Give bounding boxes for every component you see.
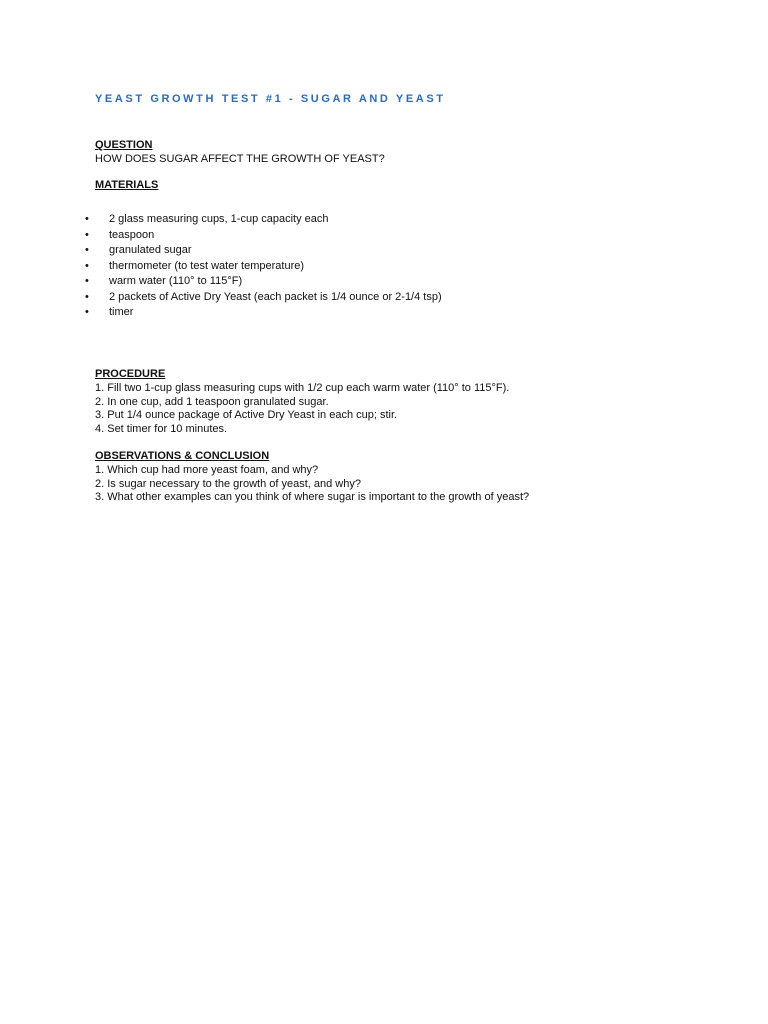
material-item-text: granulated sugar xyxy=(109,244,192,256)
document-title: YEAST GROWTH TEST #1 - SUGAR AND YEAST xyxy=(95,93,446,105)
procedure-step: 4. Set timer for 10 minutes. xyxy=(95,423,228,436)
observations-heading: OBSERVATIONS & CONCLUSION xyxy=(95,450,270,462)
procedure-step: 2. In one cup, add 1 teaspoon granulated sugar. xyxy=(95,395,329,408)
material-item-text: teaspoon xyxy=(109,228,155,241)
observations-list xyxy=(95,464,529,505)
material-item-text: 2 glass measuring cups, 1-cup capacity each xyxy=(109,213,329,225)
bullet-icon: • xyxy=(85,306,89,318)
bullet-icon: • xyxy=(85,228,89,241)
question-heading: QUESTION xyxy=(95,139,153,151)
bullet-icon: • xyxy=(85,213,89,225)
bullet-icon: • xyxy=(85,290,89,303)
observation-question: 1. Which cup had more yeast foam, and why? xyxy=(95,464,319,476)
procedure-heading: PROCEDURE xyxy=(95,368,166,380)
question-text: HOW DOES SUGAR AFFECT THE GROWTH OF YEAST? xyxy=(95,153,385,165)
bullet-icon: • xyxy=(85,259,89,272)
material-item-text: warm water (110° to 115°F) xyxy=(109,275,243,287)
observation-question: 2. Is sugar necessary to the growth of yeast, and why? xyxy=(95,477,361,490)
material-item-text: 2 packets of Active Dry Yeast (each packet is 1/4 ounce or 2-1/4 tsp) xyxy=(109,290,442,303)
bullet-icon: • xyxy=(85,244,89,256)
material-item-text: timer xyxy=(109,306,134,318)
procedure-step: 1. Fill two 1-cup glass measuring cups with 1/2 cup each warm water (110° to 115°F). xyxy=(95,382,510,394)
material-item-text: thermometer (to test water temperature) xyxy=(109,259,305,272)
procedure-list xyxy=(95,382,509,437)
procedure-step: 3. Put 1/4 ounce package of Active Dry Yeast in each cup; stir. xyxy=(95,409,398,422)
observation-question: 3. What other examples can you think of where sugar is important to the growth of yeast? xyxy=(95,491,530,504)
materials-heading: MATERIALS xyxy=(95,179,159,191)
bullet-icon: • xyxy=(85,275,89,287)
